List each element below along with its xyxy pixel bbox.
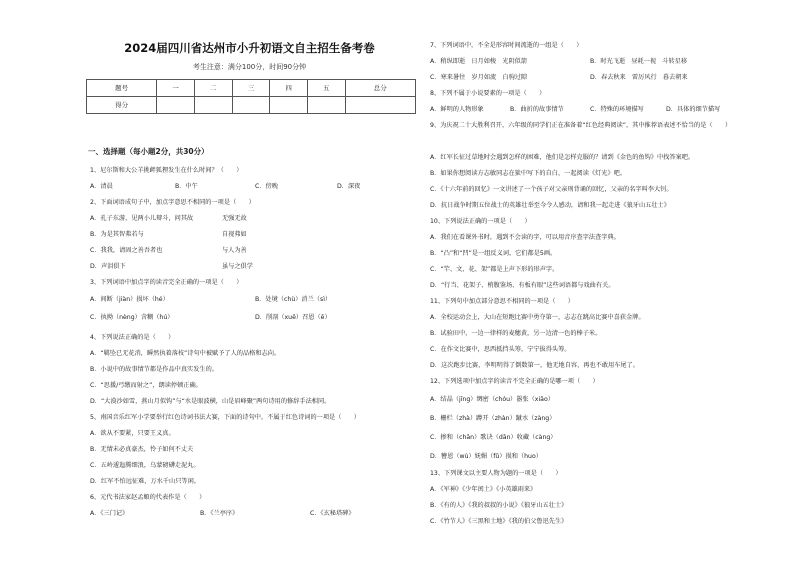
question-option[interactable]: C．《玄秘塔碑》 (310, 510, 355, 517)
score-table (86, 79, 416, 114)
exam-notice: 考生注意：满分100分，时间90分钟 (192, 63, 307, 71)
question-stem: 4、下列说法正确的是（ ） (90, 334, 175, 341)
question-option[interactable]: D．簪恩（wù）妩媚（fǔ）损和（huo） (430, 453, 542, 460)
question-option-note: 与人为善 (222, 247, 247, 254)
question-option[interactable]: C．在作文比赛中，思西抵挡头筹，宁宁拔得头筹。 (430, 346, 571, 353)
question-stem: 8、下列不属于小说要素的一项是（ ） (430, 90, 546, 97)
question-option[interactable]: D．“行当、花架子、梢腹鉴场、有板有眼”这些词语都与戏曲有关。 (430, 282, 615, 289)
score-input-cell[interactable] (307, 97, 345, 114)
question-option[interactable]: B．小说中的故事情节都是作品中真实发生的。 (90, 366, 218, 373)
question-option[interactable]: D．削剖（xuē）召恩（ē） (255, 314, 331, 321)
score-cell: 二 (194, 80, 232, 97)
question-option[interactable]: D．“大漠沙如雪，燕山月似钩”与“水是眼波横，山是眉峰聚”两句诗用的修辞手法相同。 (90, 398, 331, 405)
page-title: 2024届四川省达州市小升初语文自主招生备考卷 (124, 41, 375, 55)
score-input-cell[interactable] (270, 97, 308, 114)
question-option[interactable]: C．“思援/弓缴而射之”，朗读停顿正确。 (90, 382, 202, 389)
question-option[interactable]: B．栅栏（zhà）蹲开（zhàn）蹴水（zàng） (430, 415, 556, 422)
question-option[interactable]: B．试验田中，一边一律样的麦穗黄，另一边清一色的棒子米。 (430, 330, 602, 337)
question-option-note: 无强无故 (222, 215, 247, 222)
score-cell: 五 (307, 80, 345, 97)
score-input-cell[interactable] (232, 97, 270, 114)
question-option[interactable]: B．《有的人》《我的叔叔的小说》《狼牙山五壮士》 (430, 502, 568, 509)
question-option[interactable]: B．如果你想阅读方志敏同志在狱中写下的自白，一起阅读《灯光》吧。 (430, 170, 627, 177)
question-option[interactable]: D．具体的细节描写 (666, 106, 721, 113)
question-option[interactable]: C．特殊的环境描写 (590, 106, 644, 113)
question-option[interactable]: A．红军长征过草地时会遇到怎样的困难，他们是怎样克服的？请到《金色的鱼钩》中找答案吧。 (430, 154, 695, 161)
question-stem: 9、为庆祝二十大胜利召开，六年级的同学们正在准备着“红色经典阅读”，其中推荐语表述不恰当的是（ ） (430, 122, 732, 129)
score-cell: 三 (232, 80, 270, 97)
question-option[interactable]: A．全校运动会上，大山在短跑比赛中勇夺第一，志志在跳高比赛中喜获金牌。 (430, 314, 645, 321)
score-input-cell[interactable] (194, 97, 232, 114)
question-option[interactable]: B．《兰亭序》 (200, 510, 239, 517)
question-option[interactable]: B．中午 (175, 183, 198, 190)
question-stem: 3、下列词语中加点字的读音完全正确的一项是（ ） (90, 279, 243, 286)
question-option[interactable]: A．间断（jiàn）损坏（hé） (90, 296, 169, 303)
question-stem: 10、下列说法正确的一项是（ ） (430, 218, 531, 225)
question-option[interactable]: C．《十六年前的回忆》一文讲述了一个孩子对父亲刑背诵的回忆，父亲的名字叫李大钊。 (430, 186, 673, 193)
question-option[interactable]: D．抗日战争时期五位战士的英雄壮举至今令人感动，请和我一起走进《狼牙山五壮士》 (430, 202, 670, 209)
score-cell: 得分 (87, 97, 157, 114)
question-option[interactable]: A．孔子东游，见两小儿辩斗，问其故 (90, 215, 194, 222)
question-option[interactable]: C．“竿、文、花、架”都是上声下形的形声字。 (430, 266, 559, 273)
question-stem: 5、南国音乐红军小学要举行红色诗词书法大赛，下面的诗句中，不属于红色诗词的一项是（ ） (90, 414, 360, 421)
question-option[interactable]: B．曲折的故事情节 (510, 106, 564, 113)
question-option[interactable]: A．欲从不要紧，只要王义真。 (90, 430, 175, 437)
question-option[interactable]: A．《军神》《少年闰土》《小英雄雨来》 (430, 486, 537, 493)
question-option[interactable]: C．《竹节人》《三黑和土地》《我的伯父鲁迅先生》 (430, 518, 568, 525)
question-stem: 7、下列词语中，不全是形容时间流逝的一组是（ ） (430, 42, 583, 49)
question-option[interactable]: C．傍晚 (255, 183, 278, 190)
question-option[interactable]: C．我我，请固之善吾者也 (90, 247, 163, 254)
question-stem: 12、下列选项中加点字的读音不完全正确的是哪一项（ ） (430, 378, 599, 385)
question-option[interactable]: A．“羁坠已无花消，瞬然执着落枝”诗句中被赋予了人的品格和志向。 (90, 350, 281, 357)
question-option[interactable]: B．处境（chù）消兰（sì） (255, 296, 332, 303)
question-option[interactable]: B．“凸”和“凹”是一组反义词，它们都是5画。 (430, 250, 557, 257)
question-stem: 1、尼尔斯和大公羊挑衅狐狸发生在什么时间？（ ） (90, 167, 243, 174)
question-option[interactable]: D．红军不怕远征难，万水千山只等闲。 (90, 478, 200, 485)
question-option[interactable]: C．执拗（nèng）含糊（hú） (90, 314, 174, 321)
question-option[interactable]: D．春去秋来 雷厉风行 暮去朝来 (590, 74, 688, 81)
question-option[interactable]: B．无情未必真豪杰，怜子如何不丈夫 (90, 446, 194, 453)
question-option[interactable]: A．鲜明的人物形象 (430, 106, 484, 113)
question-option-note: 虽与之俱学 (222, 263, 253, 270)
section-heading: 一、选择题（每小题2分，共30分） (88, 147, 209, 156)
score-table-score-row (87, 97, 416, 114)
question-option[interactable]: A．我们在看课外书时，遇到不会读的字，可以用音序查字法查字典。 (430, 234, 620, 241)
question-option-note: 自视弗如 (222, 231, 247, 238)
score-cell: 一 (157, 80, 195, 97)
score-cell: 题号 (87, 80, 157, 97)
score-cell: 四 (270, 80, 308, 97)
question-stem: 11、下列句中加点部分意思不相同的一项是（ ） (430, 298, 574, 305)
question-option[interactable]: A．《三门记》 (90, 510, 129, 517)
question-option[interactable]: C．掺和（chān）歌诀（dān）收藏（càng） (430, 434, 557, 441)
score-input-cell[interactable] (345, 97, 415, 114)
question-option[interactable]: D．声泪俱下 (90, 263, 126, 270)
question-stem: 6、元代书法家赵孟頫的代表作是（ ） (90, 494, 206, 501)
question-stem: 13、下列课文以主要人物为题的一项是（ ） (430, 470, 562, 477)
question-option[interactable]: B．时光飞逝 昼耗一视 斗转星移 (590, 58, 688, 65)
score-cell: 总分 (345, 80, 415, 97)
score-table-header-row (87, 80, 416, 97)
score-input-cell[interactable] (157, 97, 195, 114)
question-option[interactable]: C．寒来暑往 岁月如流 白驹过隙 (430, 74, 528, 81)
question-option[interactable]: D．深夜 (337, 183, 361, 190)
question-option[interactable]: C．五岭逶迤腾细浪，乌蒙磅礴走泥丸。 (90, 462, 200, 469)
question-option[interactable]: A．清晨 (90, 183, 113, 190)
question-option[interactable]: D．这次跑步比赛，李明明得了倒数第一，他无地自容，再也不敢用车尾了。 (430, 362, 639, 369)
question-stem: 2、下面词语成句子中，加点字意思不相同的一项是（ ） (90, 199, 255, 206)
question-option[interactable]: A．稍纵即逝 日月如梭 光阴似箭 (430, 58, 528, 65)
question-option[interactable]: B．为是其智弗若与 (90, 231, 144, 238)
question-option[interactable]: A．结晶（jīng）绸密（chóu）嚣张（xiāo） (430, 396, 554, 403)
